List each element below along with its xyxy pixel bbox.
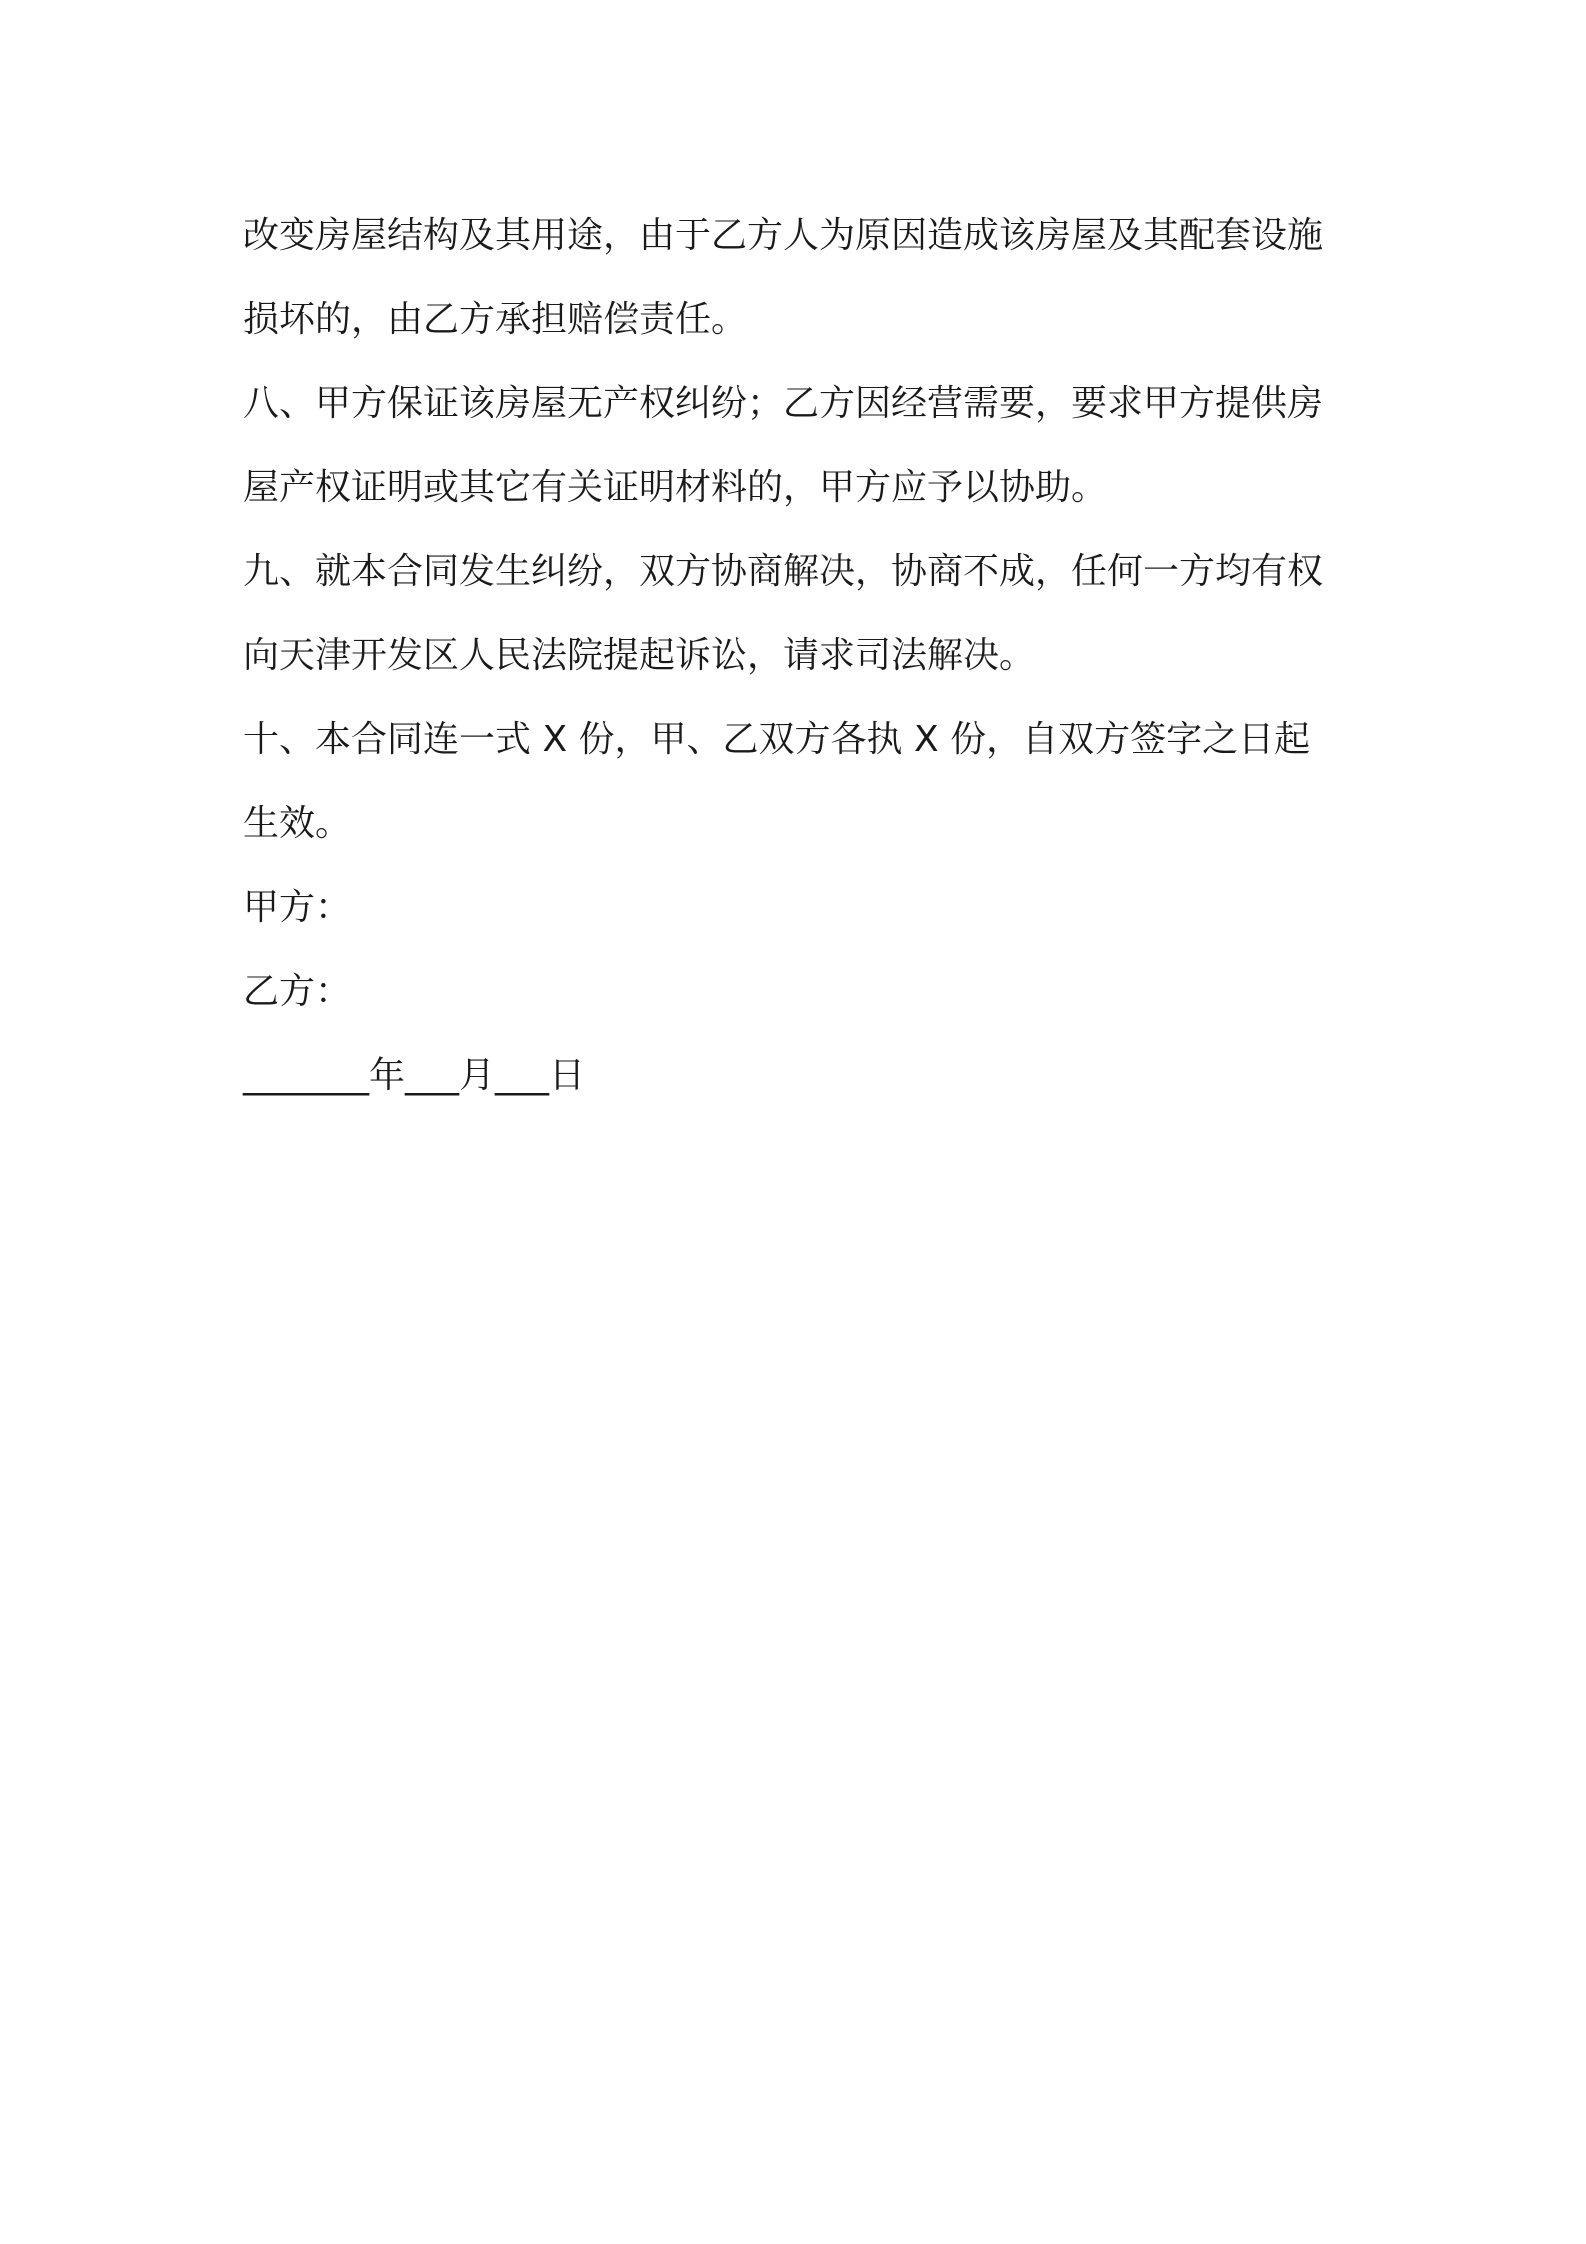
clause-8-line-2: 屋产权证明或其它有关证明材料的，甲方应予以协助。: [243, 467, 1108, 508]
date-blank-line: _______年___月___日: [243, 1055, 585, 1096]
clause-10-line-2: 生效。: [243, 803, 352, 844]
clause-9-line-2: 向天津开发区人民法院提起诉讼，请求司法解决。: [243, 635, 1036, 676]
clause-7-continuation-line-2: 损坏的，由乙方承担赔偿责任。: [243, 299, 748, 340]
party-a-signature-label: 甲方：: [243, 887, 352, 928]
contract-body: [243, 194, 1363, 1118]
clause-10-line-1: 十、本合同连一式 X 份，甲、乙双方各执 X 份，自双方签字之日起: [243, 719, 1311, 760]
clause-9-line-1: 九、就本合同发生纠纷，双方协商解决，协商不成，任何一方均有权: [243, 551, 1324, 592]
clause-8-line-1: 八、甲方保证该房屋无产权纠纷；乙方因经营需要，要求甲方提供房: [243, 383, 1324, 424]
clause-7-continuation-line-1: 改变房屋结构及其用途，由于乙方人为原因造成该房屋及其配套设施: [243, 215, 1324, 256]
party-b-signature-label: 乙方：: [243, 971, 352, 1012]
